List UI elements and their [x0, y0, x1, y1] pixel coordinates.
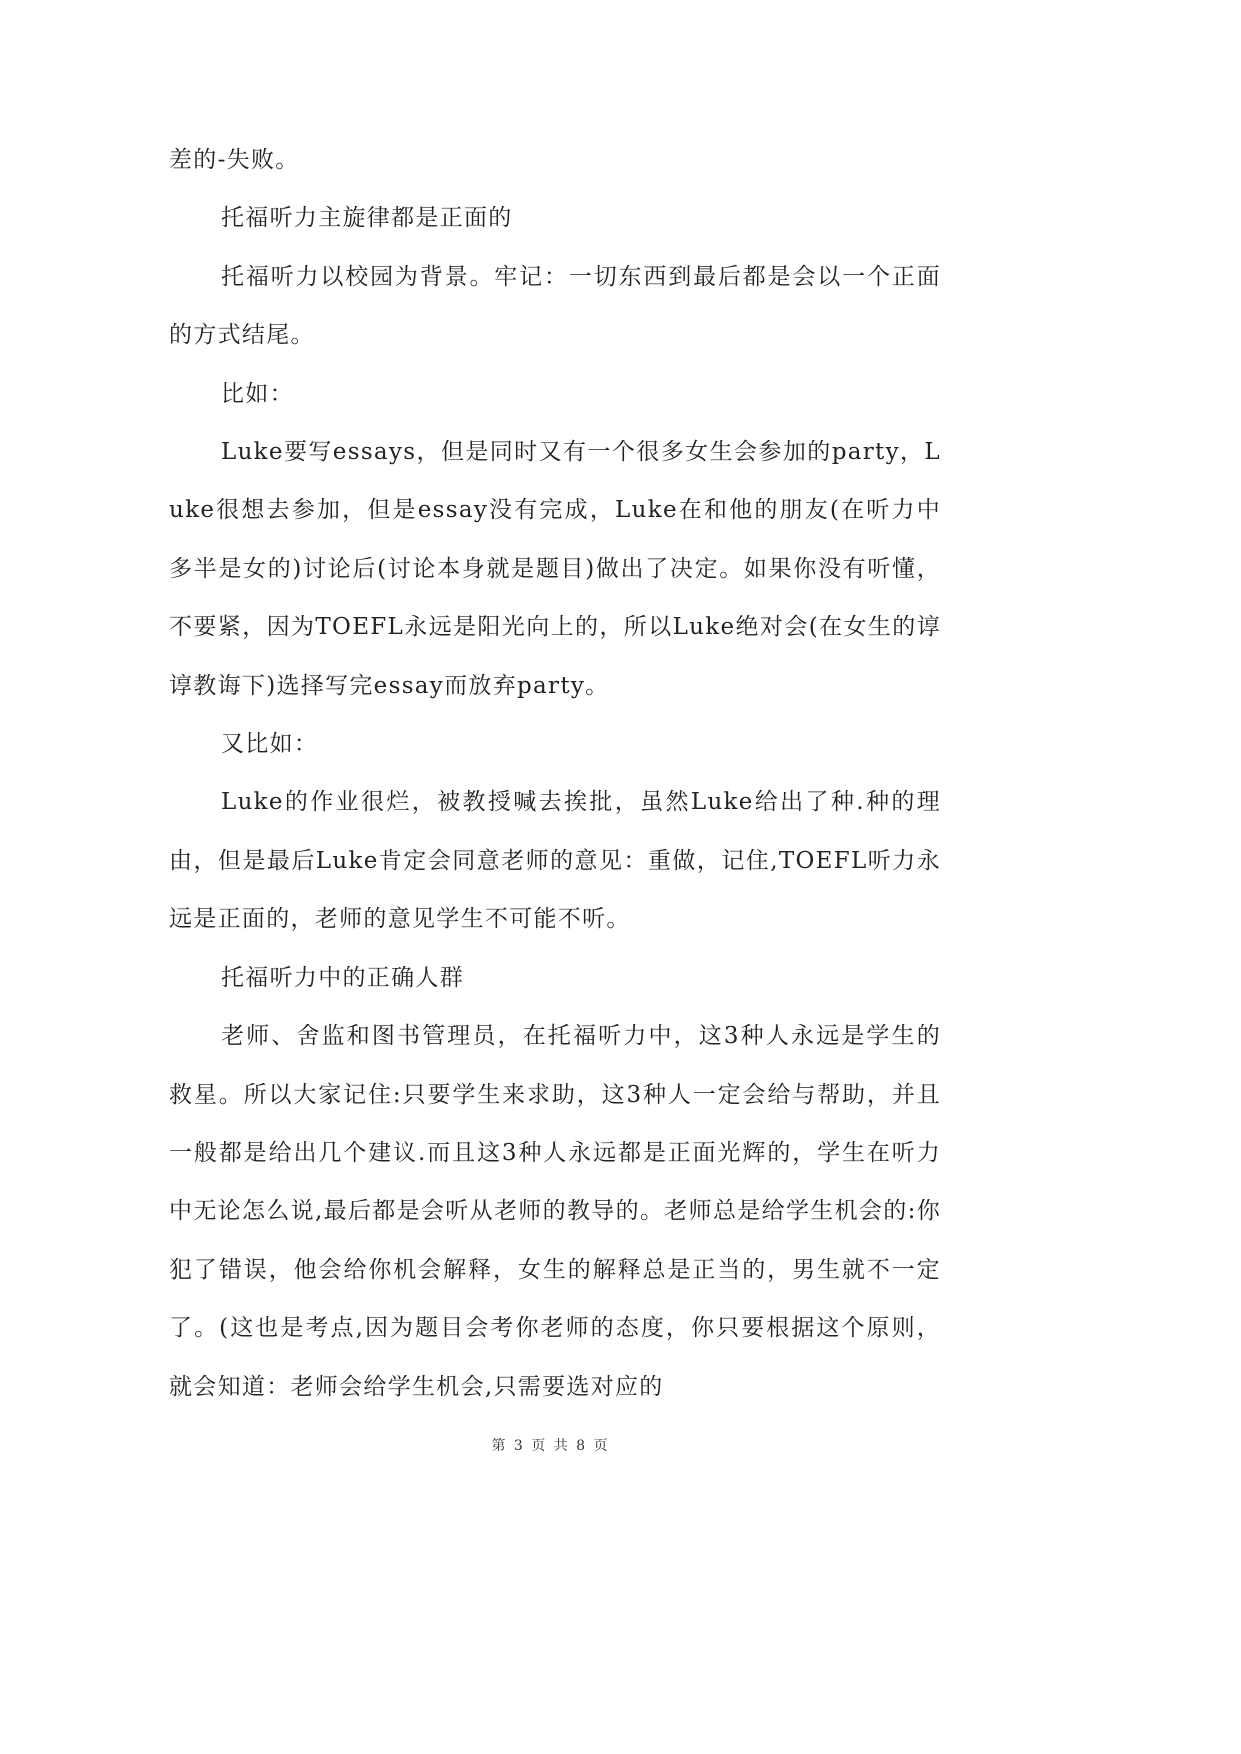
section-heading-positive-theme: 托福听力主旋律都是正面的	[221, 205, 513, 232]
paragraph-luke-essay-example: Luke要写essays，但是同时又有一个很多女生会参加的party，Luke很想去参加，但是essay没有完成，Luke在和他的朋友(在听力中多半是女的)讨论后(讨论本身就是题目)做出了决定。如果你没有听懂，不要紧，因为TOEFL永远是阳光向上的，所以Luke绝对会(在女生的谆谆教诲下)选择写完essay而放弃party。	[169, 439, 941, 699]
section-heading-correct-people: 托福听力中的正确人群	[221, 964, 464, 991]
paragraph-campus-background: 托福听力以校园为背景。牢记：一切东西到最后都是会以一个正面的方式结尾。	[169, 263, 941, 349]
paragraph-continuation: 差的-失败。	[169, 147, 300, 173]
document-body	[169, 131, 941, 1416]
paragraph-luke-homework-example: Luke的作业很烂，被教授喊去挨批，虽然Luke给出了种.种的理由，但是最后Luke肯定会同意老师的意见：重做，记住,TOEFL听力永远是正面的，老师的意见学生不可能不听。	[169, 789, 941, 933]
page-number-footer: 第 3 页 共 8 页	[491, 1438, 610, 1454]
paragraph-another-example-intro: 又比如：	[221, 731, 319, 758]
paragraph-example-intro: 比如：	[221, 380, 294, 407]
paragraph-teachers-librarians: 老师、舍监和图书管理员，在托福听力中，这3种人永远是学生的救星。所以大家记住:只要学生来求助，这3种人一定会给与帮助，并且一般都是给出几个建议.而且这3种人永远都是正面光辉的，学生在听力中无论怎么说,最后都是会听从老师的教导的。老师总是给学生机会的:你犯了错误，他会给你机会解释，女生的解释总是正当的，男生就不一定了。(这也是考点,因为题目会考你老师的态度，你只要根据这个原则，就会知道：老师会给学生机会,只需要选对应的	[169, 1023, 941, 1400]
